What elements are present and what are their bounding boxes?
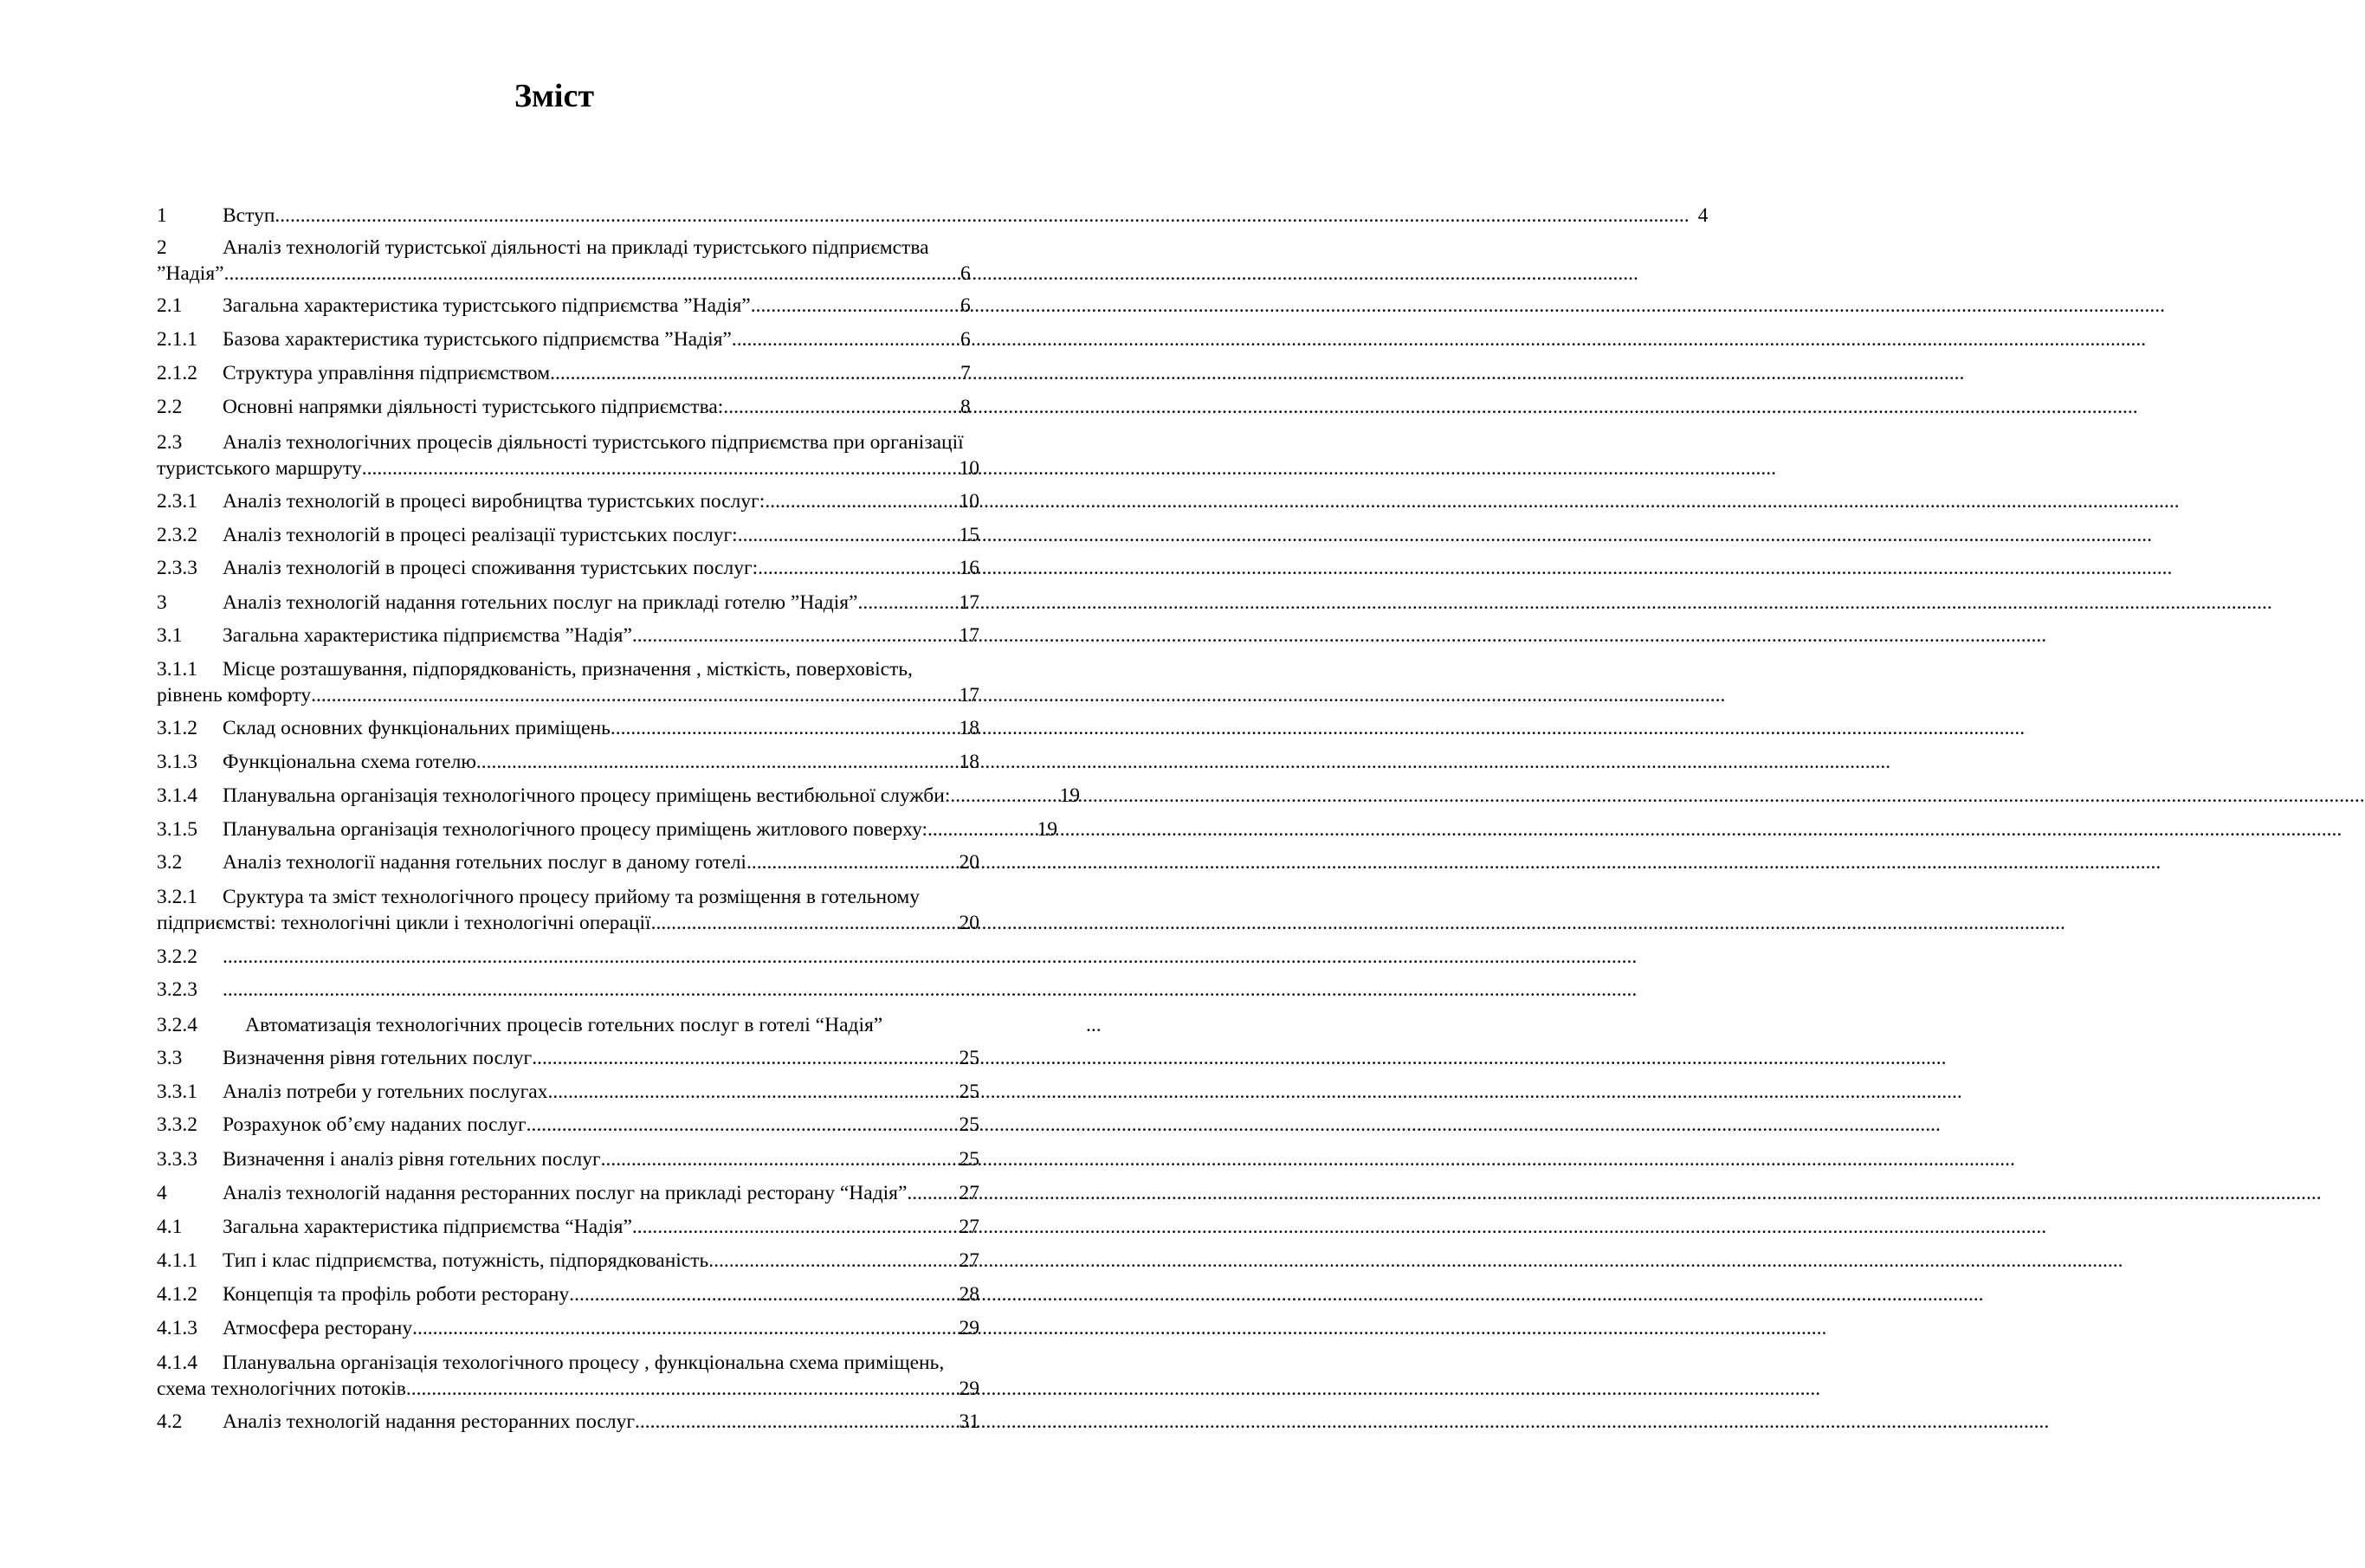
toc-leader [723, 394, 952, 420]
toc-page: 16 [959, 557, 979, 579]
toc-entry[interactable] [157, 656, 979, 708]
toc-page: 27 [959, 1249, 979, 1272]
toc-number: 3.2.2 [157, 945, 197, 968]
toc-text: Аналіз технології надання готельних послуг в даному готелі [223, 851, 746, 874]
toc-leader [708, 1248, 950, 1274]
toc-entry[interactable] [157, 590, 979, 616]
toc-text: Вступ [223, 204, 275, 227]
toc-text: Планувальна організація технологічного процесу приміщень житлового поверху: [223, 818, 928, 841]
toc-entry[interactable] [157, 749, 979, 775]
toc-entry[interactable] [157, 1180, 979, 1206]
toc-number: 2.3 [157, 431, 183, 454]
toc-entry[interactable] [157, 555, 979, 581]
toc-entry[interactable] [157, 394, 979, 420]
toc-number: 3.3.2 [157, 1113, 197, 1136]
toc-entry[interactable] [157, 326, 979, 352]
toc-number: 4.1.3 [157, 1317, 197, 1339]
toc-leader [311, 682, 950, 708]
toc-text-cont: туристського маршруту [157, 457, 362, 480]
toc-page: 17 [959, 591, 979, 614]
toc-text: Визначення і аналіз рівня готельних послуг [223, 1148, 601, 1171]
toc-text-cont: схема технологічних потоків [157, 1378, 406, 1400]
toc-page: 25 [959, 1113, 979, 1136]
toc-number: 4 [157, 1182, 167, 1204]
toc-entry[interactable] [157, 203, 1717, 229]
toc-entry[interactable] [157, 1409, 979, 1435]
toc-page: 31 [959, 1410, 979, 1433]
toc-text: Аналіз технологій надання ресторанних послуг [223, 1410, 635, 1433]
toc-leader [732, 326, 952, 352]
toc-page: 6 [960, 328, 971, 351]
toc-text: Загальна характеристика підприємства ”Надія” [223, 624, 632, 647]
toc-number: 2.1.2 [157, 362, 197, 384]
toc-leader [907, 1180, 950, 1206]
toc-text: Аналіз технологій в процесі споживання туристських послуг: [223, 557, 759, 579]
toc-page: 17 [959, 624, 979, 647]
toc-page: 18 [959, 717, 979, 739]
toc-page: 6 [960, 262, 971, 285]
toc-page: 19 [1037, 818, 1057, 841]
toc-page: 20 [959, 912, 979, 934]
toc-page: 27 [959, 1216, 979, 1238]
toc-text-cont: рівнень комфорту [157, 684, 312, 707]
toc-entry[interactable] [157, 783, 1080, 809]
toc-entry[interactable] [157, 429, 979, 481]
toc-leader [857, 590, 950, 616]
toc-entry[interactable] [157, 1112, 979, 1138]
toc-text: Місце розташування, підпорядкованість, призначення , місткість, поверховість, [223, 658, 913, 681]
toc-text: Аналіз технологій надання ресторанних послуг на прикладі ресторану “Надія” [223, 1182, 908, 1204]
toc-number: 3 [157, 591, 167, 614]
toc-leader [223, 944, 952, 970]
toc-leader [275, 203, 1689, 229]
toc-page: 25 [959, 1081, 979, 1103]
toc-number: 3.2.3 [157, 978, 197, 1001]
toc-page: 27 [959, 1182, 979, 1204]
toc-entry[interactable] [157, 522, 979, 548]
toc-text: Визначення рівня готельних послуг [223, 1047, 533, 1069]
toc-number: 2.3.2 [157, 524, 197, 546]
toc-number: 1 [157, 204, 167, 227]
toc-number: 3.3 [157, 1047, 183, 1069]
toc-entry[interactable] [157, 715, 979, 741]
toc-entry[interactable] [157, 849, 979, 875]
toc-entry[interactable] [157, 1350, 979, 1402]
toc-text: Загальна характеристика підприємства “Надія” [223, 1216, 632, 1238]
toc-leader [751, 293, 952, 319]
toc-page: ... [1086, 1014, 1102, 1036]
toc-number: 2.1.1 [157, 328, 197, 351]
toc-leader [547, 1079, 950, 1105]
toc-number: 3.1 [157, 624, 183, 647]
toc-entry[interactable] [157, 816, 1057, 842]
toc-number: 3.2.4 [157, 1014, 197, 1036]
toc-text: Аналіз технологій туристської діяльності на прикладі туристського підприємства [223, 236, 929, 259]
toc-page: 18 [959, 751, 979, 773]
toc-entry[interactable] [157, 1214, 979, 1240]
toc-page: 4 [1697, 204, 1709, 227]
toc-text: Аналіз технологічних процесів діяльності туристського підприємства при організації [223, 431, 964, 454]
toc-leader [601, 1146, 951, 1172]
toc-entry[interactable] [157, 1079, 979, 1105]
toc-leader [532, 1045, 950, 1071]
toc-entry[interactable] [157, 1012, 1105, 1038]
toc-leader [362, 455, 951, 481]
toc-text-cont: підприємстві: технологічні цикли і технологічні операції [157, 912, 651, 934]
toc-leader [635, 1409, 951, 1435]
toc-number: 3.1.5 [157, 818, 197, 841]
toc-leader [632, 1214, 951, 1240]
toc-text: Планувальна організація техологічного процесу , функціональна схема приміщень, [223, 1352, 945, 1374]
toc-entry[interactable] [157, 884, 979, 936]
toc-page: 8 [960, 396, 971, 418]
toc-number: 4.2 [157, 1410, 183, 1433]
toc-page: 19 [1059, 784, 1080, 807]
toc-leader [632, 623, 951, 648]
toc-text: Розрахунок об’єму наданих послуг [223, 1113, 527, 1136]
toc-number: 3.2.1 [157, 886, 197, 908]
toc-leader [406, 1376, 951, 1402]
toc-number: 2.3.3 [157, 557, 197, 579]
toc-page: 25 [959, 1148, 979, 1171]
toc-entry[interactable] [157, 293, 979, 319]
toc-text: Концепція та профіль роботи ресторану [223, 1283, 570, 1306]
toc-leader [950, 783, 1050, 809]
toc-text: Функціональна схема готелю [223, 751, 476, 773]
toc-number: 4.1 [157, 1216, 183, 1238]
page-title: Зміст [514, 78, 595, 114]
toc-leader [765, 488, 950, 514]
toc-number: 3.3.3 [157, 1148, 197, 1171]
toc-text: Аналіз потреби у готельних послугах [223, 1081, 548, 1103]
toc-leader [927, 816, 1028, 842]
toc-entry[interactable] [157, 623, 979, 648]
toc-entry[interactable] [157, 1281, 979, 1307]
toc-page: 28 [959, 1283, 979, 1306]
toc-page: 25 [959, 1047, 979, 1069]
toc-entry[interactable] [157, 1315, 979, 1341]
toc-leader [412, 1315, 950, 1341]
toc-leader [738, 522, 951, 548]
toc-number: 4.1.1 [157, 1249, 197, 1272]
toc-text: Аналіз технологій в процесі реалізації туристських послуг: [223, 524, 738, 546]
toc-number: 4.1.2 [157, 1283, 197, 1306]
toc-number: 3.3.1 [157, 1081, 197, 1103]
toc-page: 10 [959, 457, 979, 480]
toc-text: Аналіз технологій надання готельних послуг на прикладі готелю ”Надія” [223, 591, 858, 614]
toc-page: 17 [959, 684, 979, 707]
toc-page: 29 [959, 1317, 979, 1339]
toc-number: 2.1 [157, 294, 183, 317]
toc-entry[interactable] [157, 944, 979, 970]
toc-leader [476, 749, 951, 775]
toc-text: Загальна характеристика туристського підприємства ”Надія” [223, 294, 751, 317]
toc-page: 6 [960, 294, 971, 317]
toc-leader [223, 977, 952, 1003]
toc-text: Планувальна організація технологічного процесу приміщень вестибюльної служби: [223, 784, 951, 807]
toc-number: 4.1.4 [157, 1352, 197, 1374]
toc-number: 3.1.2 [157, 717, 197, 739]
toc-number: 2.3.1 [157, 490, 197, 513]
toc-text: Аналіз технологій в процесі виробництва туристських послуг: [223, 490, 766, 513]
toc-entry[interactable] [157, 1248, 979, 1274]
toc-page: 20 [959, 851, 979, 874]
toc-leader [527, 1112, 951, 1138]
toc-text: Сруктура та зміст технологічного процесу прийому та розміщення в готельному [223, 886, 921, 908]
toc-leader [611, 715, 951, 741]
toc-text: Базова характеристика туристського підприємства ”Надія” [223, 328, 732, 351]
toc-leader [550, 360, 952, 386]
toc-text: Основні напрямки діяльності туристського підприємства: [223, 396, 724, 418]
toc-number: 3.1.3 [157, 751, 197, 773]
toc-text: Автоматизація технологічних процесів готельних послуг в готелі “Надія” [245, 1014, 883, 1036]
toc-entry[interactable] [157, 235, 979, 287]
toc-leader [758, 555, 950, 581]
toc-text: Склад основних функціональних приміщень [223, 717, 611, 739]
toc-leader [569, 1281, 950, 1307]
toc-leader [651, 910, 951, 936]
toc-number: 2.2 [157, 396, 183, 418]
toc-text: Тип і клас підприємства, потужність, підпорядкованість [223, 1249, 709, 1272]
toc-text: Атмосфера ресторану [223, 1317, 413, 1339]
toc-text: Структура управління підприємством [223, 362, 551, 384]
toc-number: 3.1.4 [157, 784, 197, 807]
toc-page: 7 [960, 362, 971, 384]
toc-entry[interactable] [157, 360, 979, 386]
toc-number: 3.2 [157, 851, 183, 874]
toc-page: 10 [959, 490, 979, 513]
toc-entry[interactable] [157, 488, 979, 514]
toc-number: 3.1.1 [157, 658, 197, 681]
toc-entry[interactable] [157, 1146, 979, 1172]
toc-leader [746, 849, 951, 875]
toc-entry[interactable] [157, 977, 979, 1003]
toc-page: 29 [959, 1378, 979, 1400]
toc-text-cont: ”Надія” [157, 262, 224, 285]
toc-entry[interactable] [157, 1045, 979, 1071]
toc-number: 2 [157, 236, 167, 259]
toc-page: 15 [959, 524, 979, 546]
toc-leader [224, 261, 952, 287]
